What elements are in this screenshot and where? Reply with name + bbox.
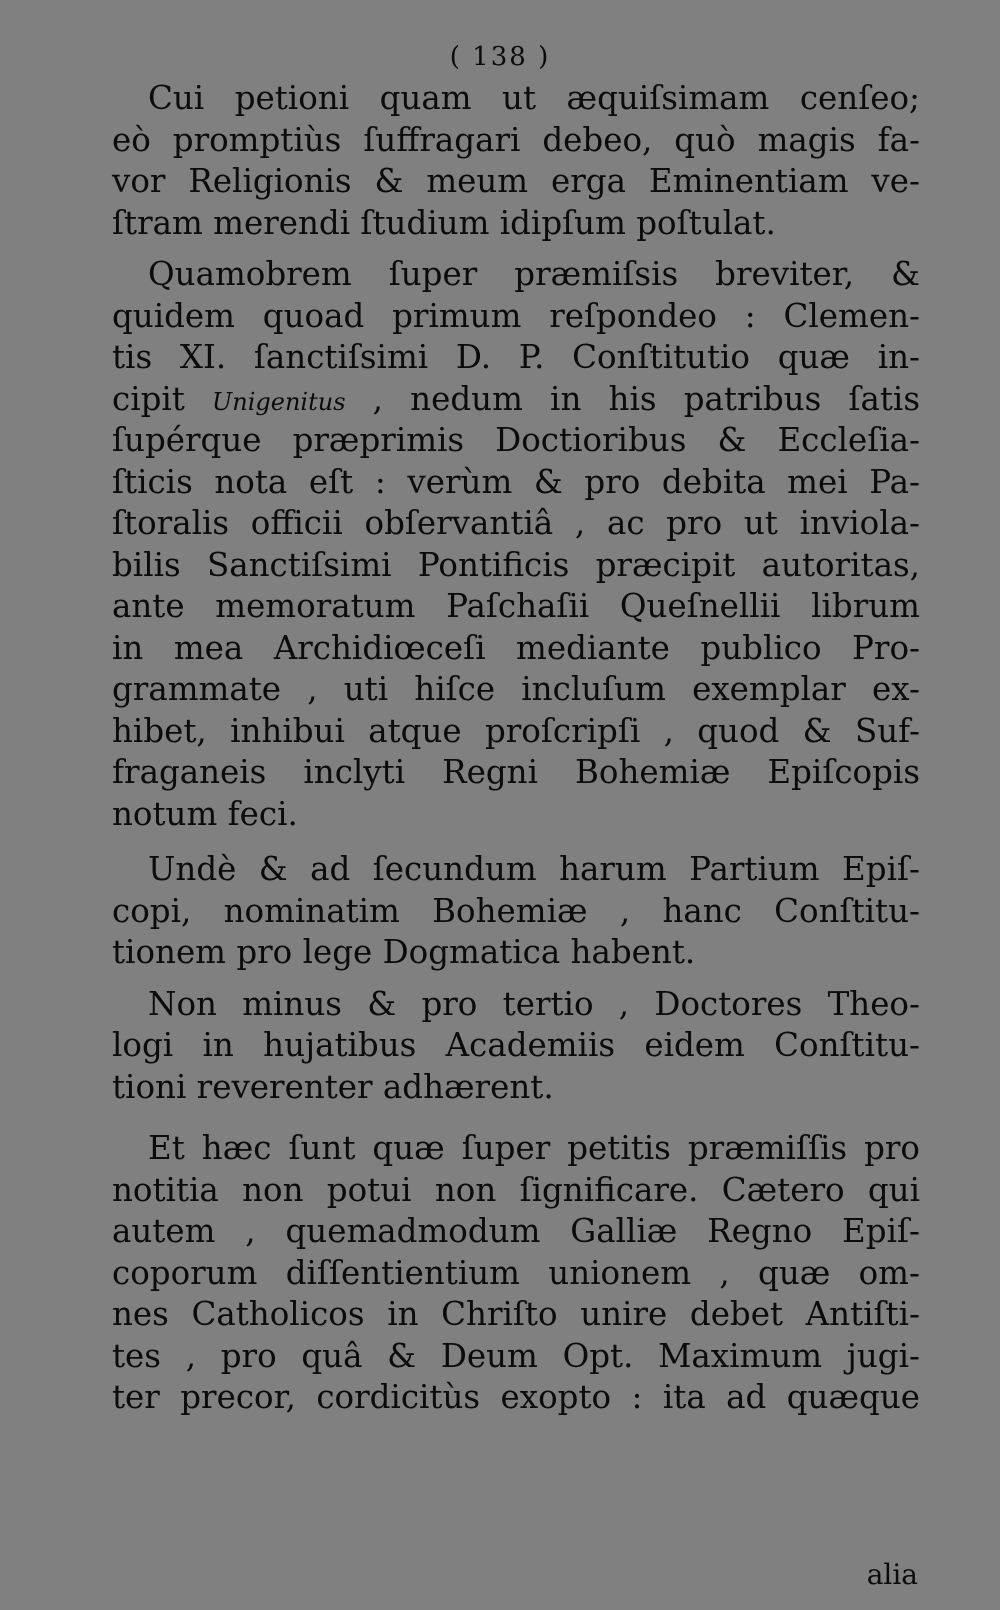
text-line: fraganeis inclyti Regni Bohemiæ Epiſcopis (112, 753, 920, 791)
page-number: ( 138 ) (449, 42, 551, 72)
text-line: notitia non potui non ſignificare. Cætero qui (112, 1170, 920, 1209)
paragraph-3 (112, 849, 920, 974)
text-line: ſticis nota eſt : verùm & pro debita mei Pa- (112, 462, 920, 501)
text-line: coporum diſſentientium unionem , quæ om- (112, 1253, 920, 1292)
paragraph-4 (112, 984, 920, 1109)
paragraph-1 (112, 78, 920, 244)
text-line: ſtram merendi ſtudium idipſum poſtulat. (112, 203, 776, 242)
text-line: copi, nominatim Bohemiæ , hanc Conſtitu- (112, 891, 920, 930)
text-line: Et hæc ſunt quæ ſuper petitis præmiſſis pro (148, 1129, 920, 1167)
text-line: logi in hujatibus Academiis eidem Conſtitu- (112, 1026, 920, 1064)
text-line: Quamobrem ſuper præmiſsis breviter, & (148, 255, 920, 293)
text-line: Non minus & pro tertio , Doctores Theo- (148, 984, 920, 1023)
text-line: bilis Sanctiſsimi Pontificis præcipit autoritas, (112, 545, 920, 584)
text-line: ſupérque præprimis Doctioribus & Eccleſia- (112, 421, 920, 459)
text-line: autem , quemadmodum Galliæ Regno Epiſ- (112, 1212, 920, 1250)
text-line: ter precor, cordicitùs exopto : ita ad quæque (112, 1378, 920, 1416)
text-line: notum feci. (112, 794, 298, 833)
text-line: hibet, inhibui atque proſcripſi , quod & Suf- (112, 711, 920, 750)
text-line: ante memoratum Paſchaſii Queſnellii librum (112, 587, 920, 625)
text-line: ſtoralis officii obſervantiâ , ac pro ut inviola- (112, 504, 920, 542)
text-line: tioni reverenter adhærent. (112, 1067, 554, 1106)
paragraph-5 (112, 1128, 920, 1419)
text-line: tis XI. ſanctiſsimi D. P. Conſtitutio quæ in- (112, 338, 920, 376)
text-line: in mea Archidiœceſi mediante publico Pro- (112, 628, 920, 667)
text-line: grammate , uti hiſce incluſum exemplar ex- (112, 670, 920, 708)
text-line: vor Religionis & meum erga Eminentiam ve- (112, 162, 920, 200)
text-line: cipit Unigenitus , nedum in his patribus ſatis (112, 379, 920, 418)
text-line: eò promptiùs ſuffragari debeo, quò magis fa- (112, 120, 920, 159)
text-block (112, 78, 920, 1419)
catchword: alia (866, 1558, 918, 1591)
paragraph-2 (112, 254, 920, 835)
italic-term: Unigenitus (212, 387, 346, 416)
text-line: quidem quoad primum reſpondeo : Clemen- (112, 296, 920, 335)
text-line: tionem pro lege Dogmatica habent. (112, 933, 696, 971)
text-line: Undè & ad ſecundum harum Partium Epiſ- (148, 850, 920, 888)
text-line: tes , pro quâ & Deum Opt. Maximum jugi- (112, 1336, 920, 1375)
text-line: Cui petioni quam ut æquiſsimam cenſeo; (148, 79, 920, 117)
text-line: nes Catholicos in Chriſto unire debet Antiſti- (112, 1295, 920, 1333)
